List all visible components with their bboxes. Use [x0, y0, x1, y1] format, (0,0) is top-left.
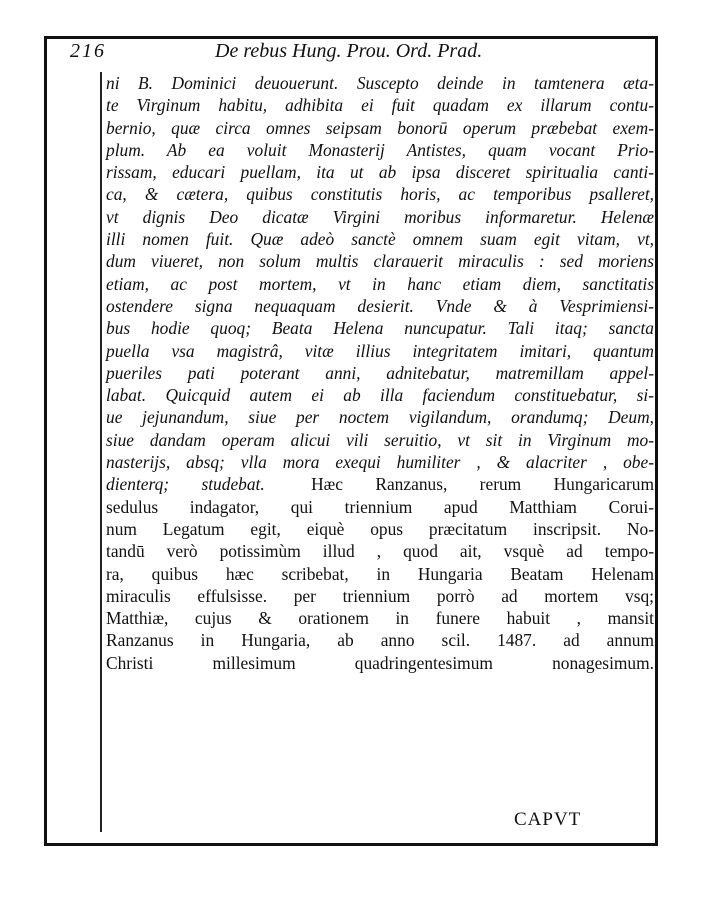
text-line: pueriles pati poterant anni, adnitebatur, matremillam appel-	[106, 362, 654, 383]
text-line: rissam, educari puellam, ita ut ab ipsa disceret spiritualia canti-	[106, 162, 654, 183]
catchword: CAPVT	[514, 809, 582, 830]
text-line: Matthiæ, cujus & orationem in funere habuit , mansit	[106, 608, 654, 629]
body-text	[106, 72, 654, 674]
text-line-mixed	[106, 473, 654, 495]
page-number: 216	[70, 40, 106, 62]
text-line: ra, quibus hæc scribebat, in Hungaria Beatam Helenam	[106, 563, 654, 584]
text-line: illi nomen fuit. Quæ adeò sanctè omnem suam egit vitam, vt,	[106, 229, 654, 250]
text-line: Ranzanus in Hungaria, ab anno scil. 1487. ad annum	[106, 630, 654, 651]
bottom-border-rule	[44, 843, 658, 846]
running-title: De rebus Hung. Prou. Ord. Prad.	[215, 40, 483, 62]
text-line: vt dignis Deo dicatæ Virgini moribus informaretur. Helenæ	[106, 206, 654, 227]
roman-fragment: Hæc Ranzanus, rerum Hungaricarum	[311, 474, 655, 495]
text-line: ue jejunandum, siue per noctem vigilandum, orandumq; Deum,	[106, 407, 654, 428]
text-line: num Legatum egit, eiquè opus præcitatum inscripsit. No-	[106, 518, 654, 539]
right-border-rule	[655, 36, 658, 846]
text-line: dum viueret, non solum multis clarauerit miraculis : sed moriens	[106, 251, 654, 272]
text-line: Christi millesimum quadringentesimum nonagesimum.	[106, 652, 654, 673]
text-line: ca, & cætera, quibus constitutis horis, ac temporibus psalleret,	[106, 184, 654, 205]
top-border-rule	[44, 36, 658, 39]
left-border-rule	[44, 36, 47, 846]
text-line: tandū verò potissimùm illud , quod ait, vsquè ad tempo-	[106, 541, 654, 562]
text-line: siue dandam operam alicui vili seruitio, vt sit in Virginum mo-	[106, 429, 654, 450]
text-line: ostendere signa nequaquam desierit. Vnde & à Vesprimiensi-	[106, 295, 654, 316]
text-line: labat. Quicquid autem ei ab illa faciendum constituebatur, si-	[106, 385, 654, 406]
text-line: plum. Ab ea voluit Monasterij Antistes, quam vocant Prio-	[106, 139, 654, 160]
text-line: bus hodie quoq; Beata Helena nuncupatur. Tali itaq; sancta	[106, 318, 654, 339]
text-line: puella vsa magistrâ, vitæ illius integritatem imitari, quantum	[106, 340, 654, 361]
text-line: nasterijs, absq; vlla mora exequi humiliter , & alacriter , obe-	[106, 452, 654, 473]
page-header	[70, 40, 650, 66]
inner-margin-rule	[100, 72, 102, 832]
text-line: etiam, ac post mortem, vt in hanc etiam diem, sanctitatis	[106, 273, 654, 294]
italic-fragment: dienterq; studebat.	[106, 474, 265, 495]
text-line: miraculis effulsisse. per triennium porrò ad mortem vsq;	[106, 585, 654, 606]
text-line: bernio, quæ circa omnes seipsam bonorū operum præbebat exem-	[106, 117, 654, 138]
text-line: sedulus indagator, qui triennium apud Matthiam Corui-	[106, 496, 654, 517]
text-line: ni B. Dominici deuouerunt. Suscepto deinde in tamtenera æta-	[106, 73, 654, 93]
text-line: te Virginum habitu, adhibita ei fuit quadam ex illarum contu-	[106, 95, 654, 116]
